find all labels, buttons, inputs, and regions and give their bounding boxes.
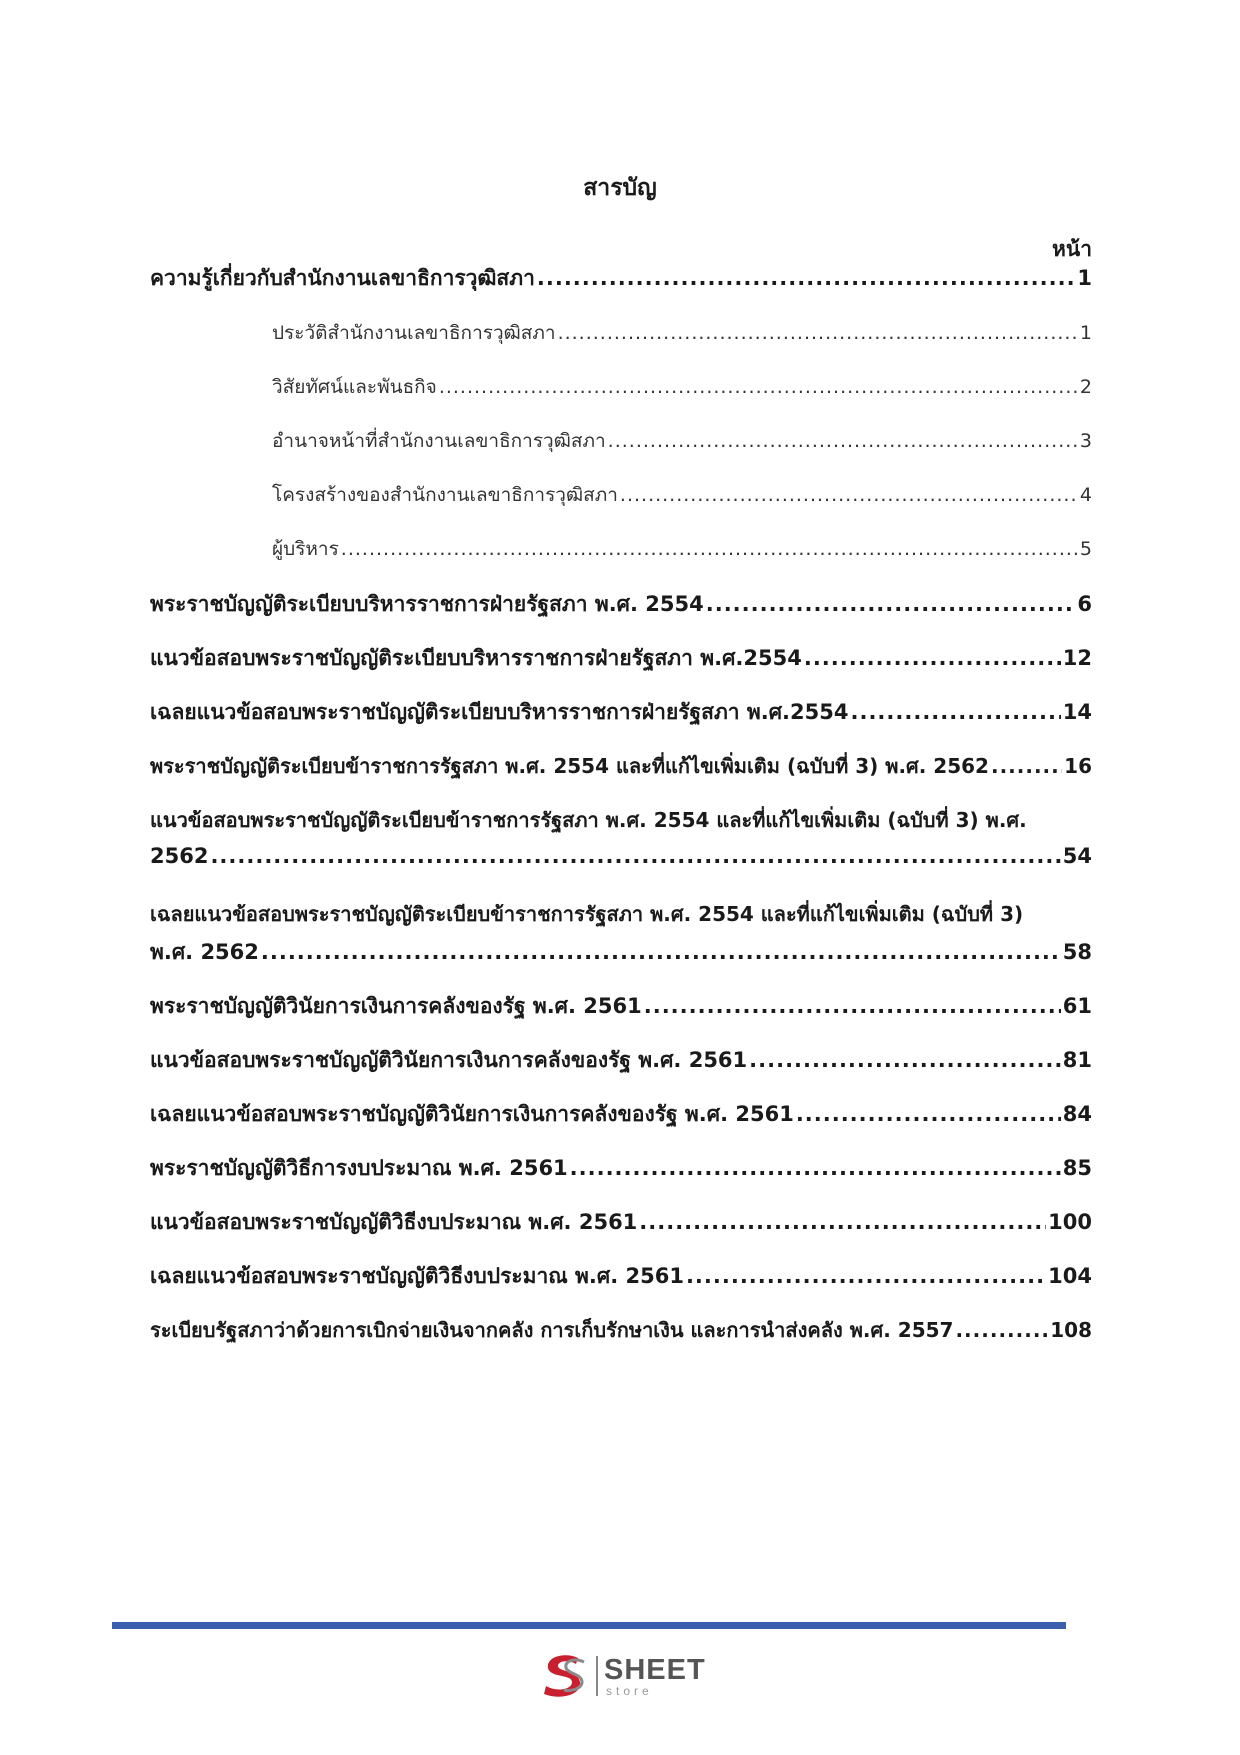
leader-dots: [620, 484, 1078, 506]
toc-entry[interactable]: [150, 1260, 1092, 1293]
toc-entry[interactable]: [150, 642, 1092, 675]
toc-entry-label-line1[interactable]: เฉลยแนวข้อสอบพระราชบัญญัติระเบียบข้าราชการรัฐสภา พ.ศ. 2554 และที่แก้ไขเพิ่มเติม (ฉบับที่ 3): [150, 902, 1024, 926]
toc-entry-page: 1: [1077, 266, 1092, 290]
toc-entry-label: ประวัติสำนักงานเลขาธิการวุฒิสภา: [272, 322, 556, 344]
toc-entry-page: 5: [1079, 538, 1092, 560]
leader-dots: [570, 1156, 1061, 1180]
toc-entry-label: แนวข้อสอบพระราชบัญญัติระเบียบบริหารราชการฝ่ายรัฐสภา พ.ศ.2554: [150, 646, 802, 670]
toc-entry-label: วิสัยทัศน์และพันธกิจ: [272, 376, 437, 398]
toc-entry[interactable]: [150, 588, 1092, 621]
toc-entry-page: 104: [1048, 1264, 1092, 1288]
toc-subentry[interactable]: [272, 318, 1092, 348]
leader-dots: [608, 430, 1078, 452]
leader-dots: [796, 1102, 1061, 1126]
page-title: สารบัญ: [583, 175, 657, 201]
toc-entry[interactable]: [150, 262, 1092, 295]
sheet-store-logo-icon: [538, 1650, 598, 1700]
toc-entry-page: 61: [1062, 994, 1092, 1018]
leader-dots: [686, 1264, 1046, 1288]
toc-entry[interactable]: [150, 1152, 1092, 1185]
toc-entry-label-line2: พ.ศ. 2562: [150, 940, 259, 964]
toc-entry-label: พระราชบัญญัติวินัยการเงินการคลังของรัฐ พ.ศ. 2561: [150, 994, 642, 1018]
toc-entry[interactable]: [150, 696, 1092, 729]
toc-entry[interactable]: [150, 1044, 1092, 1077]
toc-subentry[interactable]: [272, 534, 1092, 564]
leader-dots: [644, 994, 1061, 1018]
toc-entry-page: 85: [1062, 1156, 1092, 1180]
toc-subentry[interactable]: [272, 480, 1092, 510]
leader-dots: [537, 266, 1075, 290]
logo-separator: [596, 1656, 598, 1696]
leader-dots: [639, 1210, 1046, 1234]
toc-entry[interactable]: [150, 990, 1092, 1023]
toc-entry-page: 2: [1079, 376, 1092, 398]
leader-dots: [804, 646, 1061, 670]
leader-dots: [851, 700, 1061, 724]
toc-entry-page: 14: [1062, 700, 1092, 724]
toc-entry-label: พระราชบัญญัติระเบียบบริหารราชการฝ่ายรัฐสภา พ.ศ. 2554: [150, 592, 704, 616]
toc-entry-page: 16: [1064, 754, 1092, 778]
footer-divider-bar: [112, 1622, 1066, 1629]
toc-entry-page: 108: [1050, 1318, 1092, 1342]
toc-entry[interactable]: [150, 936, 1092, 969]
leader-dots: [706, 592, 1076, 616]
toc-entry[interactable]: [150, 1314, 1092, 1346]
toc-entry-page: 100: [1048, 1210, 1092, 1234]
toc-entry-page: 1: [1079, 322, 1092, 344]
toc-entry-page: 6: [1077, 592, 1092, 616]
brand-subtitle: store: [606, 1684, 653, 1698]
toc-entry-page: 54: [1062, 844, 1092, 868]
toc-subentry[interactable]: [272, 426, 1092, 456]
toc-entry-label: ระเบียบรัฐสภาว่าด้วยการเบิกจ่ายเงินจากคลัง การเก็บรักษาเงิน และการนำส่งคลัง พ.ศ. 2557: [150, 1318, 954, 1342]
toc-entry-label: แนวข้อสอบพระราชบัญญัติวิธีงบประมาณ พ.ศ. 2561: [150, 1210, 638, 1234]
brand-name: SHEET: [604, 1654, 706, 1686]
toc-entry-page: 3: [1079, 430, 1092, 452]
leader-dots: [341, 538, 1078, 560]
toc-entry-label: ความรู้เกี่ยวกับสำนักงานเลขาธิการวุฒิสภา: [150, 266, 535, 290]
toc-entry-label: พระราชบัญญัติวิธีการงบประมาณ พ.ศ. 2561: [150, 1156, 568, 1180]
toc-entry[interactable]: [150, 1206, 1092, 1239]
toc-entry-label: เฉลยแนวข้อสอบพระราชบัญญัติวิธีงบประมาณ พ.ศ. 2561: [150, 1264, 684, 1288]
toc-entry-page: 84: [1062, 1102, 1092, 1126]
toc-entry-label: พระราชบัญญัติระเบียบข้าราชการรัฐสภา พ.ศ. 2554 และที่แก้ไขเพิ่มเติม (ฉบับที่ 3) พ.ศ. 2562: [150, 754, 989, 778]
toc-subentry[interactable]: [272, 372, 1092, 402]
toc-entry-label: เฉลยแนวข้อสอบพระราชบัญญัติวินัยการเงินการคลังของรัฐ พ.ศ. 2561: [150, 1102, 794, 1126]
leader-dots: [439, 376, 1078, 398]
toc-entry-page: 58: [1062, 940, 1092, 964]
toc-entry-label-line1[interactable]: แนวข้อสอบพระราชบัญญัติระเบียบข้าราชการรัฐสภา พ.ศ. 2554 และที่แก้ไขเพิ่มเติม (ฉบับที่ 3) พ.ศ.: [150, 808, 1027, 832]
toc-entry-label: แนวข้อสอบพระราชบัญญัติวินัยการเงินการคลังของรัฐ พ.ศ. 2561: [150, 1048, 748, 1072]
toc-entry-label: อำนาจหน้าที่สำนักงานเลขาธิการวุฒิสภา: [272, 430, 606, 452]
toc-entry-label: เฉลยแนวข้อสอบพระราชบัญญัติระเบียบบริหารราชการฝ่ายรัฐสภา พ.ศ.2554: [150, 700, 849, 724]
toc-entry[interactable]: [150, 1098, 1092, 1131]
leader-dots: [991, 754, 1062, 778]
toc-entry-label: โครงสร้างของสำนักงานเลขาธิการวุฒิสภา: [272, 484, 618, 506]
toc-entry[interactable]: [150, 750, 1092, 782]
leader-dots: [261, 940, 1061, 964]
toc-entry[interactable]: [150, 844, 1092, 868]
toc-entry-page: 4: [1079, 484, 1092, 506]
leader-dots: [210, 844, 1060, 868]
toc-entry-page: 81: [1062, 1048, 1092, 1072]
toc-entry-page: 12: [1062, 646, 1092, 670]
toc-entry-label-line2: 2562: [150, 844, 209, 868]
page-column-header: หน้า: [1052, 237, 1092, 261]
leader-dots: [955, 1318, 1048, 1342]
leader-dots: [749, 1048, 1061, 1072]
leader-dots: [558, 322, 1078, 344]
toc-entry-label: ผู้บริหาร: [272, 538, 339, 560]
